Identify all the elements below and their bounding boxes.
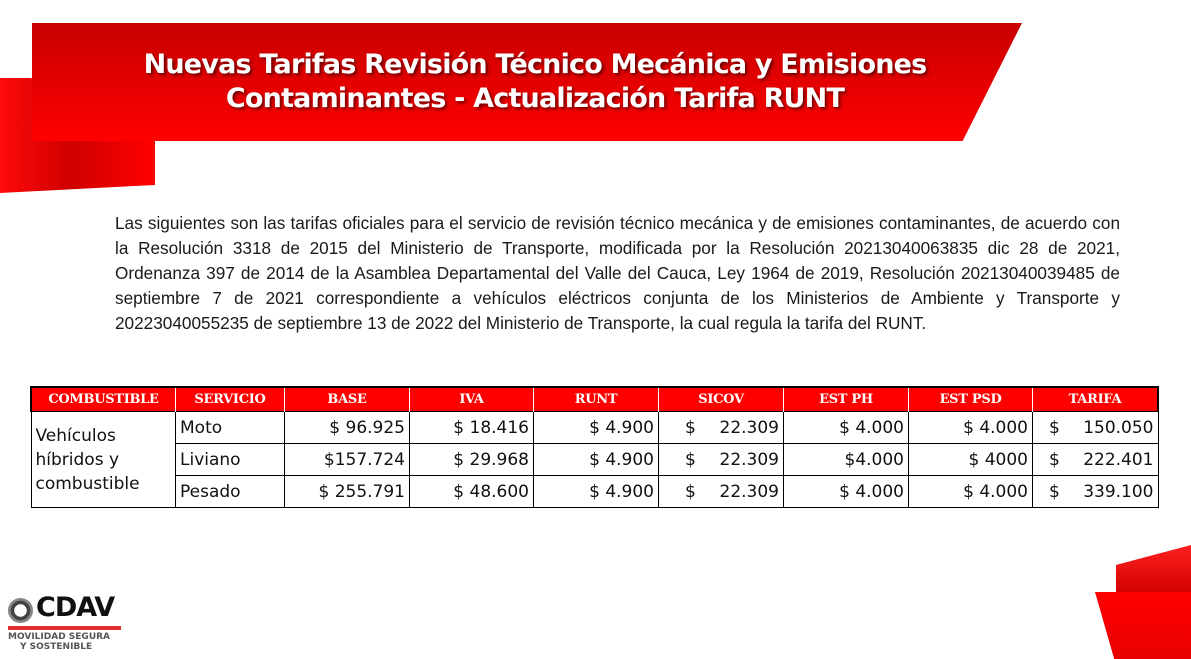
currency-sign: $	[685, 417, 696, 438]
title-line-2: Contaminantes - Actualización Tarifa RUNT	[225, 83, 845, 114]
header-tarifa: TARIFA	[1033, 387, 1159, 412]
header-sicov: SICOV	[659, 387, 784, 412]
iva-cell: $ 18.416	[410, 412, 534, 444]
tariff-table	[30, 386, 1159, 508]
sicov-value: 22.309	[719, 481, 779, 502]
sicov-cell	[659, 476, 784, 508]
tarifa-value: 222.401	[1083, 449, 1154, 470]
header-base: BASE	[285, 387, 410, 412]
runt-cell: $ 4.900	[534, 476, 659, 508]
runt-cell: $ 4.900	[534, 444, 659, 476]
page-title	[60, 48, 1010, 116]
decorative-ribbon-bottom-right-front	[1095, 592, 1191, 659]
header-est-psd: EST PSD	[909, 387, 1033, 412]
base-cell: $ 255.791	[285, 476, 410, 508]
header-combustible: COMBUSTIBLE	[31, 387, 176, 412]
iva-cell: $ 29.968	[410, 444, 534, 476]
base-cell: $ 96.925	[285, 412, 410, 444]
est-ph-cell: $ 4.000	[784, 476, 909, 508]
combustible-cell: Vehículos híbridos y combustible	[31, 412, 176, 508]
servicio-cell: Liviano	[176, 444, 285, 476]
header-est-ph: EST PH	[784, 387, 909, 412]
currency-sign: $	[685, 481, 696, 502]
cdav-emblem-icon	[8, 598, 33, 623]
table-row	[31, 476, 1158, 508]
tarifa-cell	[1033, 444, 1159, 476]
currency-sign: $	[685, 449, 696, 470]
currency-sign: $	[1049, 481, 1060, 502]
cdav-logo	[6, 592, 121, 656]
est-psd-cell: $ 4000	[909, 444, 1033, 476]
header-servicio: SERVICIO	[176, 387, 285, 412]
logo-tagline-2: Y SOSTENIBLE	[20, 642, 93, 652]
est-psd-cell: $ 4.000	[909, 412, 1033, 444]
iva-cell: $ 48.600	[410, 476, 534, 508]
currency-sign: $	[1049, 417, 1060, 438]
sicov-cell	[659, 444, 784, 476]
table-header-row	[31, 387, 1158, 412]
logo-divider	[8, 626, 121, 630]
logo-wordmark: CDAV	[36, 592, 115, 623]
logo-tagline-1: MOVILIDAD SEGURA	[8, 632, 111, 642]
table-row	[31, 444, 1158, 476]
title-line-1: Nuevas Tarifas Revisión Técnico Mecánica y Emisiones	[143, 49, 927, 80]
est-ph-cell: $ 4.000	[784, 412, 909, 444]
servicio-cell: Moto	[176, 412, 285, 444]
tarifa-value: 339.100	[1083, 481, 1154, 502]
decorative-ribbon-bottom-right	[1116, 545, 1191, 595]
est-ph-cell: $4.000	[784, 444, 909, 476]
runt-cell: $ 4.900	[534, 412, 659, 444]
base-cell: $157.724	[285, 444, 410, 476]
sicov-cell	[659, 412, 784, 444]
intro-paragraph: Las siguientes son las tarifas oficiales para el servicio de revisión técnico mecánica y de emisiones contaminantes, de acuerdo con la Resolución 3318 de 2015 del Ministerio de Transporte, modificada por la Resolución 20213040063835 dic 28 de 2021, Ordenanza 397 de 2014 de la Asamblea Departamental del Valle del Cauca, Ley 1964 de 2019, Resolución 20213040039485 de septiembre 7 de 2021 correspondiente a vehículos eléctricos conjunta de los Ministerios de Ambiente y Transporte y 20223040055235 de septiembre 13 de 2022 del Ministerio de Transporte, la cual regula la tarifa del RUNT.	[115, 213, 1120, 333]
sicov-value: 22.309	[719, 417, 779, 438]
sicov-value: 22.309	[719, 449, 779, 470]
header-runt: RUNT	[534, 387, 659, 412]
tarifa-cell	[1033, 476, 1159, 508]
tarifa-value: 150.050	[1083, 417, 1154, 438]
servicio-cell: Pesado	[176, 476, 285, 508]
currency-sign: $	[1049, 449, 1060, 470]
est-psd-cell: $ 4.000	[909, 476, 1033, 508]
tarifa-cell	[1033, 412, 1159, 444]
header-iva: IVA	[410, 387, 534, 412]
table-row	[31, 412, 1158, 444]
